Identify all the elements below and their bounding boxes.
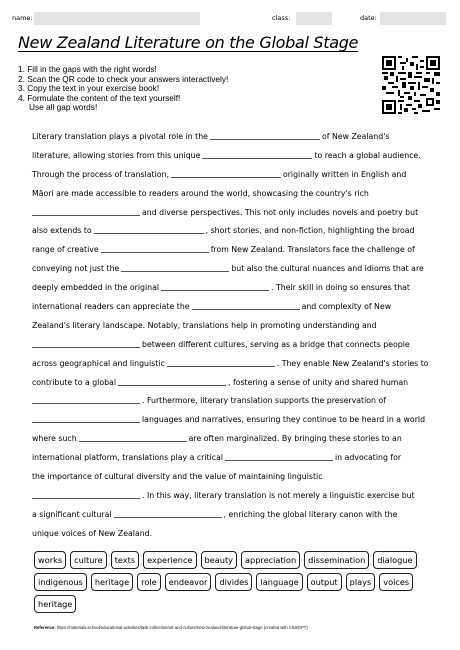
word-chip[interactable]: plays	[346, 573, 376, 591]
text-line: range of creative from New Zealand. Translators face the challenge of	[32, 245, 415, 255]
text-line: between different cultures, serving as a bridge that connects people	[32, 336, 432, 355]
word-chip[interactable]: experience	[143, 551, 196, 569]
text-line: across geographical and linguistic . They enable New Zealand's stories to	[32, 358, 429, 368]
gap-input[interactable]	[171, 177, 281, 178]
word-chip[interactable]: output	[307, 573, 342, 591]
text-line: international readers can appreciate the and complexity of New	[32, 302, 392, 312]
text-line: Zealand's literary landscape. Notably, translations help in promoting understanding and	[32, 320, 377, 330]
instruction-item: 4. Formulate the content of the text yourself!	[18, 92, 181, 103]
gap-input[interactable]	[210, 139, 320, 140]
word-chip[interactable]: voices	[379, 573, 413, 591]
text-line: and diverse perspectives. This not only includes novels and poetry but	[32, 204, 432, 223]
qr-code-icon[interactable]	[382, 56, 440, 114]
instruction-item: 3. Copy the text in your exercise book!	[18, 83, 160, 94]
gap-fill-text	[32, 128, 432, 544]
text-line: where such are often marginalized. By bringing these stories to an	[32, 434, 402, 444]
gap-input[interactable]	[79, 441, 187, 442]
word-chip[interactable]: dissemination	[304, 551, 369, 569]
date-label: date:	[360, 14, 377, 22]
instruction-item: 2. Scan the QR code to check your answers interactively!	[18, 73, 229, 84]
text-line: languages and narratives, ensuring they continue to be heard in a world	[32, 411, 432, 430]
gap-input[interactable]	[114, 517, 222, 518]
gap-input[interactable]	[101, 252, 209, 253]
gap-input[interactable]	[32, 347, 140, 348]
text-line: the importance of cultural diversity and the value of maintaining linguistic	[32, 472, 323, 482]
gap-input[interactable]	[118, 385, 226, 386]
gap-input[interactable]	[167, 366, 275, 367]
gap-input[interactable]	[202, 158, 312, 159]
reference-label: Reference:	[34, 625, 56, 630]
word-chip[interactable]: dialogue	[373, 551, 416, 569]
word-bank	[34, 551, 439, 613]
worksheet-header	[12, 12, 446, 26]
text-line: international platform, translations play a critical in advocating for	[32, 453, 402, 463]
instruction-item: 1. Fill in the gaps with the right words!	[18, 64, 157, 74]
word-chip[interactable]: appreciation	[241, 551, 300, 569]
word-chip[interactable]: heritage	[34, 595, 76, 613]
name-field[interactable]	[34, 12, 200, 25]
gap-input[interactable]	[32, 498, 140, 499]
word-chip[interactable]: beauty	[201, 551, 238, 569]
date-field[interactable]	[380, 12, 446, 25]
instruction-item: Use all gap words!	[29, 102, 98, 113]
gap-input[interactable]	[94, 233, 204, 234]
text-line: Māori are made accessible to readers around the world, showcasing the country's rich	[32, 188, 369, 198]
text-line: also extends to , short stories, and non-fiction, highlighting the broad	[32, 226, 415, 236]
text-line: contribute to a global , fostering a sense of unity and shared human	[32, 377, 409, 387]
name-label: name:	[12, 14, 33, 22]
instructions-list	[18, 65, 228, 113]
text-line: Through the process of translation, originally written in English and	[32, 169, 407, 179]
word-chip[interactable]: indigenous	[34, 573, 87, 591]
text-line: a significant cultural , enriching the global literary canon with the	[32, 509, 398, 519]
text-line: deeply embedded in the original . Their skill in doing so ensures that	[32, 283, 410, 293]
word-chip[interactable]: texts	[111, 551, 139, 569]
reference-footer	[34, 625, 308, 630]
word-chip[interactable]: endeavor	[165, 573, 212, 591]
text-line: conveying not just the but also the cultural nuances and idioms that are	[32, 264, 424, 274]
word-chip[interactable]: language	[256, 573, 302, 591]
gap-input[interactable]	[192, 309, 300, 310]
gap-input[interactable]	[121, 271, 229, 272]
word-chip[interactable]: heritage	[91, 573, 133, 591]
page-title: New Zealand Literature on the Global Stage	[18, 33, 359, 52]
text-line: literature, allowing stories from this unique to reach a global audience.	[32, 150, 421, 160]
text-line: . Furthermore, literary translation supports the preservation of	[32, 392, 432, 411]
reference-link[interactable]: https://materials.school/educational-activities/task-collection/art-and-culture/new-zealand-literature-global-stage (created with ChatGPT)	[56, 625, 308, 630]
gap-input[interactable]	[32, 403, 140, 404]
text-line: Literary translation plays a pivotal role in the of New Zealand's	[32, 132, 390, 141]
word-chip[interactable]: culture	[70, 551, 107, 569]
class-field[interactable]	[296, 12, 332, 25]
word-chip[interactable]: works	[34, 551, 66, 569]
text-line: unique voices of New Zealand.	[32, 528, 153, 538]
word-chip[interactable]: role	[137, 573, 161, 591]
gap-input[interactable]	[225, 460, 333, 461]
word-chip[interactable]: divides	[215, 573, 252, 591]
gap-input[interactable]	[32, 215, 140, 216]
gap-input[interactable]	[32, 422, 140, 423]
class-label: class:	[272, 14, 291, 22]
text-line: . In this way, literary translation is not merely a linguistic exercise but	[32, 487, 432, 506]
gap-input[interactable]	[161, 290, 269, 291]
